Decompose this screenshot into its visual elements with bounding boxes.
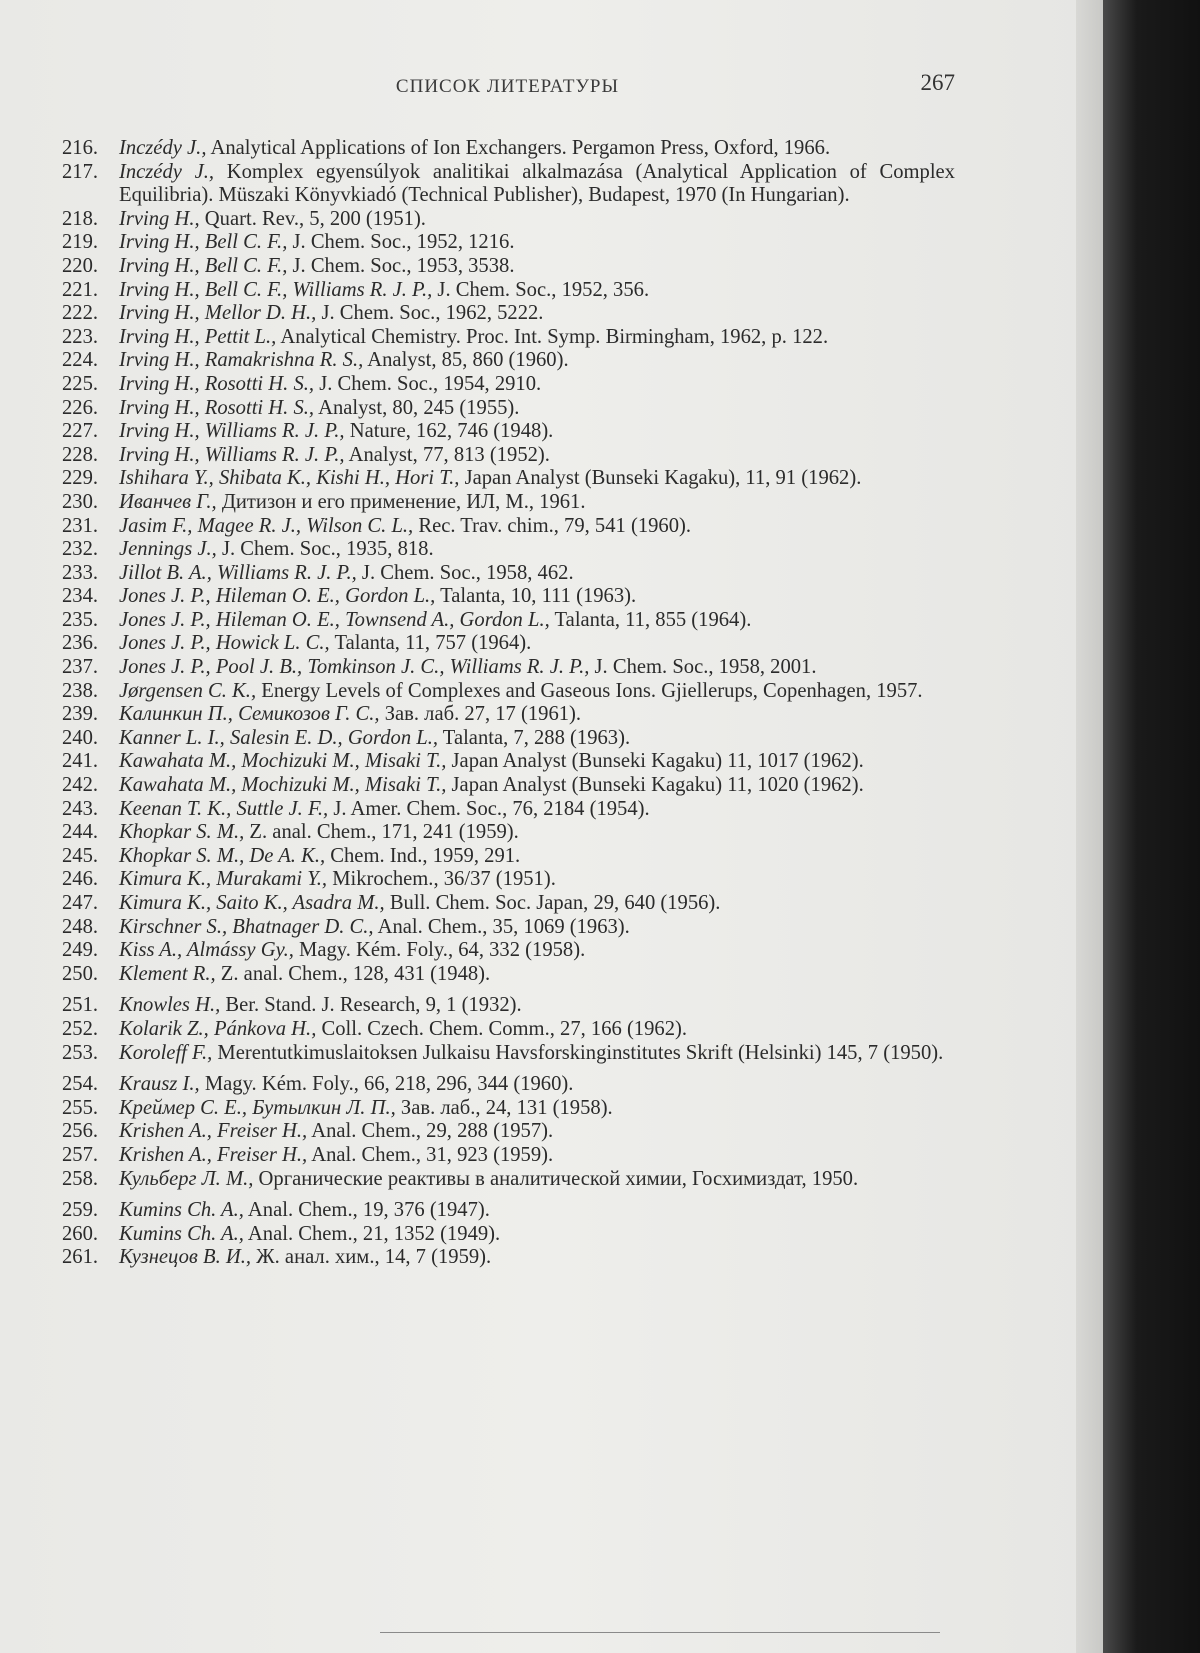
reference-item — [62, 137, 955, 161]
reference-citation: J. Chem. Soc., 1952, 356. — [432, 278, 650, 301]
reference-number: 259. — [62, 1199, 99, 1222]
reference-number: 251. — [62, 994, 99, 1017]
reference-authors: Irving H., Williams R. J. P., — [119, 420, 345, 443]
reference-number: 237. — [62, 656, 99, 679]
reference-item — [62, 1073, 955, 1097]
reference-item — [62, 916, 955, 940]
reference-item — [62, 963, 955, 987]
reference-authors: Keenan T. K., Suttle J. F., — [119, 797, 329, 820]
reference-item — [62, 798, 955, 822]
reference-citation: Anal. Chem., 29, 288 (1957). — [307, 1120, 554, 1143]
reference-citation: Anal. Chem., 35, 1069 (1963). — [373, 915, 630, 938]
reference-authors: Khopkar S. M., De A. K., — [119, 844, 326, 867]
reference-citation: Japan Analyst (Bunseki Kagaku), 11, 91 (1962). — [459, 467, 862, 490]
reference-authors: Irving H., — [119, 207, 200, 230]
reference-citation: Talanta, 7, 288 (1963). — [438, 726, 631, 749]
reference-number: 230. — [62, 490, 99, 513]
reference-number: 241. — [62, 750, 99, 773]
reference-authors: Inczédy J., — [119, 137, 207, 159]
reference-authors: Krishen A., Freiser H., — [119, 1120, 308, 1143]
reference-item — [62, 868, 955, 892]
page-header — [60, 70, 955, 100]
reference-item — [62, 845, 955, 869]
reference-authors: Krausz I., — [119, 1073, 200, 1096]
reference-authors: Irving H., Ramakrishna R. S., — [119, 349, 364, 372]
reference-number: 217. — [62, 160, 99, 183]
reference-citation: Magy. Kém. Foly., 66, 218, 296, 344 (1960). — [199, 1073, 574, 1096]
scan-artifact-line — [380, 1632, 940, 1633]
reference-citation: Rec. Trav. chim., 79, 541 (1960). — [413, 514, 692, 537]
reference-citation: Quart. Rev., 5, 200 (1951). — [199, 207, 426, 230]
reference-number: 248. — [62, 915, 99, 938]
reference-citation: Зав. лаб., 24, 131 (1958). — [395, 1096, 613, 1119]
reference-number: 260. — [62, 1222, 99, 1245]
reference-item — [62, 302, 955, 326]
reference-item — [62, 939, 955, 963]
reference-number: 220. — [62, 254, 99, 277]
reference-number: 235. — [62, 608, 99, 631]
reference-number: 247. — [62, 892, 99, 914]
reference-citation: J. Chem. Soc., 1952, 1216. — [287, 231, 515, 254]
reference-item — [62, 161, 955, 208]
reference-number: 233. — [62, 561, 99, 584]
reference-citation: Chem. Ind., 1959, 291. — [325, 844, 521, 867]
reference-item — [62, 1018, 955, 1042]
reference-item — [62, 1120, 955, 1144]
reference-authors: Irving H., Mellor D. H., — [119, 302, 317, 325]
reference-authors: Jillot B. A., Williams R. J. P., — [119, 561, 357, 584]
reference-item — [62, 1168, 955, 1192]
reference-number: 222. — [62, 302, 99, 325]
reference-citation: J. Chem. Soc., 1935, 818. — [216, 538, 434, 561]
reference-authors: Jones J. P., Pool J. B., Tomkinson J. C., Williams R. J. P., — [119, 656, 590, 679]
reference-number: 240. — [62, 726, 99, 749]
reference-authors: Креймер С. Е., Бутылкин Л. П., — [119, 1096, 396, 1119]
reference-authors: Кульберг Л. М., — [119, 1167, 254, 1190]
reference-citation: J. Chem. Soc., 1953, 3538. — [287, 254, 515, 277]
reference-citation: Analyst, 77, 813 (1952). — [344, 443, 550, 466]
reference-number: 226. — [62, 396, 99, 419]
reference-citation: Analyst, 80, 245 (1955). — [314, 396, 520, 419]
reference-citation: Anal. Chem., 31, 923 (1959). — [307, 1143, 554, 1166]
reference-citation: Analyst, 85, 860 (1960). — [363, 349, 569, 372]
reference-authors: Kanner L. I., Salesin E. D., Gordon L., — [119, 726, 439, 749]
reference-authors: Kawahata M., Mochizuki M., Misaki T., — [119, 750, 447, 773]
reference-number: 245. — [62, 844, 99, 867]
reference-item — [62, 1042, 955, 1066]
reference-item — [62, 397, 955, 421]
reference-citation: Mikrochem., 36/37 (1951). — [327, 868, 556, 891]
reference-item — [62, 821, 955, 845]
reference-citation: J. Chem. Soc., 1954, 2910. — [314, 372, 542, 395]
reference-citation: Japan Analyst (Bunseki Kagaku) 11, 1017 (1962). — [446, 750, 864, 773]
reference-authors: Jørgensen C. K., — [119, 679, 257, 702]
reference-citation: Merentutkimuslaitoksen Julkaisu Havsforskinginstitutes Skrift (Helsinki) 145, 7 (1950). — [212, 1041, 944, 1064]
reference-citation: J. Chem. Soc., 1958, 2001. — [589, 656, 817, 679]
reference-citation: Anal. Chem., 19, 376 (1947). — [243, 1199, 490, 1222]
reference-citation: Органические реактивы в аналитической химии, Госхимиздат, 1950. — [253, 1167, 859, 1190]
reference-number: 218. — [62, 207, 99, 230]
reference-authors: Jasim F., Magee R. J., Wilson C. L., — [119, 514, 414, 537]
reference-authors: Kumins Ch. A., — [119, 1222, 244, 1245]
reference-authors: Kimura K., Saito K., Asadra M., — [119, 892, 385, 914]
reference-item — [62, 515, 955, 539]
reference-number: 232. — [62, 538, 99, 561]
reference-item — [62, 994, 955, 1018]
reference-citation: Talanta, 11, 757 (1964). — [329, 632, 532, 655]
reference-number: 252. — [62, 1017, 99, 1040]
reference-item — [62, 467, 955, 491]
reference-authors: Иванчев Г., — [119, 490, 217, 513]
reference-citation: Talanta, 11, 855 (1964). — [549, 608, 752, 631]
reference-item — [62, 562, 955, 586]
reference-number: 249. — [62, 939, 99, 962]
reference-list — [62, 137, 955, 1270]
reference-authors: Jennings J., — [119, 538, 217, 561]
reference-authors: Jones J. P., Hileman O. E., Townsend A., Gordon L., — [119, 608, 550, 631]
page-number: 267 — [920, 70, 955, 95]
reference-citation: Analytical Chemistry. Proc. Int. Symp. Birmingham, 1962, p. 122. — [276, 325, 829, 348]
reference-number: 250. — [62, 962, 99, 985]
reference-number: 256. — [62, 1120, 99, 1143]
reference-item — [62, 1223, 955, 1247]
reference-number: 228. — [62, 443, 99, 466]
reference-authors: Kolarik Z., Pánkova H., — [119, 1017, 317, 1040]
reference-item — [62, 1246, 955, 1270]
reference-authors: Inczédy J., — [119, 160, 215, 183]
reference-authors: Irving H., Bell C. F., — [119, 231, 288, 254]
reference-citation: J. Chem. Soc., 1958, 462. — [356, 561, 574, 584]
reference-item — [62, 373, 955, 397]
reference-number: 242. — [62, 774, 99, 797]
reference-citation: Дитизон и его применение, ИЛ, М., 1961. — [216, 490, 586, 513]
reference-number: 253. — [62, 1041, 99, 1064]
reference-item — [62, 279, 955, 303]
reference-authors: Khopkar S. M., — [119, 821, 245, 844]
reference-item — [62, 656, 955, 680]
reference-authors: Irving H., Bell C. F., Williams R. J. P., — [119, 278, 433, 301]
reference-citation: Magy. Kém. Foly., 64, 332 (1958). — [293, 939, 586, 962]
reference-citation: Analytical Applications of Ion Exchangers. Pergamon Press, Oxford, 1966. — [206, 137, 831, 159]
reference-citation: Z. anal. Chem., 128, 431 (1948). — [215, 962, 491, 985]
reference-authors: Kiss A., Almássy Gy., — [119, 939, 294, 962]
reference-authors: Irving H., Rosotti H. S., — [119, 396, 315, 419]
reference-authors: Knowles H., — [119, 994, 221, 1017]
reference-item — [62, 231, 955, 255]
reference-number: 231. — [62, 514, 99, 537]
reference-number: 258. — [62, 1167, 99, 1190]
reference-citation: Japan Analyst (Bunseki Kagaku) 11, 1020 (1962). — [446, 774, 864, 797]
reference-citation: Anal. Chem., 21, 1352 (1949). — [243, 1222, 501, 1245]
scan-border — [1103, 0, 1200, 1653]
reference-item — [62, 680, 955, 704]
reference-number: 221. — [62, 278, 99, 301]
reference-item — [62, 892, 955, 916]
reference-authors: Jones J. P., Howick L. C., — [119, 632, 330, 655]
reference-citation: J. Chem. Soc., 1962, 5222. — [316, 302, 544, 325]
reference-number: 254. — [62, 1073, 99, 1096]
reference-authors: Koroleff F., — [119, 1041, 213, 1064]
reference-authors: Irving H., Pettit L., — [119, 325, 277, 348]
reference-authors: Kirschner S., Bhatnager D. C., — [119, 915, 374, 938]
reference-item — [62, 703, 955, 727]
reference-authors: Krishen A., Freiser H., — [119, 1143, 308, 1166]
reference-number: 257. — [62, 1143, 99, 1166]
reference-number: 239. — [62, 703, 99, 726]
reference-authors: Irving H., Bell C. F., — [119, 254, 288, 277]
reference-item — [62, 538, 955, 562]
reference-item — [62, 585, 955, 609]
reference-citation: Komplex egyensúlyok analitikai alkalmazása (Analytical Application of Complex Equilibria). Müszaki Könyvkiadó (Technical Publisher), Budapest, 1970 (In Hungarian). — [119, 160, 955, 207]
reference-item — [62, 444, 955, 468]
reference-number: 243. — [62, 797, 99, 820]
reference-number: 246. — [62, 868, 99, 891]
reference-item — [62, 349, 955, 373]
reference-authors: Kumins Ch. A., — [119, 1199, 244, 1222]
reference-citation: Bull. Chem. Soc. Japan, 29, 640 (1956). — [384, 892, 721, 914]
page-edge-shadow — [1076, 0, 1103, 1653]
reference-item — [62, 208, 955, 232]
reference-citation: Nature, 162, 746 (1948). — [344, 420, 554, 443]
reference-item — [62, 750, 955, 774]
reference-authors: Jones J. P., Hileman O. E., Gordon L., — [119, 585, 436, 608]
reference-citation: Z. anal. Chem., 171, 241 (1959). — [244, 821, 519, 844]
running-title: СПИСОК ЛИТЕРАТУРЫ — [395, 76, 620, 97]
reference-item — [62, 774, 955, 798]
reference-citation: Ж. анал. хим., 14, 7 (1959). — [251, 1246, 492, 1269]
reference-item — [62, 420, 955, 444]
reference-item — [62, 727, 955, 751]
reference-citation: Зав. лаб. 27, 17 (1961). — [379, 703, 582, 726]
reference-item — [62, 1144, 955, 1168]
reference-number: 255. — [62, 1096, 99, 1119]
reference-authors: Кузнецов В. И., — [119, 1246, 252, 1269]
reference-authors: Irving H., Williams R. J. P., — [119, 443, 345, 466]
reference-authors: Калинкин П., Семикозов Г. С., — [119, 703, 380, 726]
reference-number: 227. — [62, 420, 99, 443]
reference-number: 238. — [62, 679, 99, 702]
reference-authors: Ishihara Y., Shibata K., Kishi H., Hori T., — [119, 467, 460, 490]
reference-number: 223. — [62, 325, 99, 348]
reference-number: 261. — [62, 1246, 99, 1269]
reference-citation: Talanta, 10, 111 (1963). — [435, 585, 637, 608]
reference-citation: Energy Levels of Complexes and Gaseous Ions. Gjiellerups, Copenhagen, 1957. — [256, 679, 923, 702]
reference-item — [62, 1199, 955, 1223]
reference-number: 234. — [62, 585, 99, 608]
reference-item — [62, 1097, 955, 1121]
reference-number: 229. — [62, 467, 99, 490]
reference-citation: Ber. Stand. J. Research, 9, 1 (1932). — [220, 994, 522, 1017]
reference-item — [62, 255, 955, 279]
reference-number: 219. — [62, 231, 99, 254]
reference-authors: Kimura K., Murakami Y., — [119, 868, 328, 891]
reference-item — [62, 632, 955, 656]
reference-authors: Kawahata M., Mochizuki M., Misaki T., — [119, 774, 447, 797]
reference-number: 216. — [62, 137, 99, 159]
reference-number: 225. — [62, 372, 99, 395]
reference-citation: J. Amer. Chem. Soc., 76, 2184 (1954). — [328, 797, 650, 820]
reference-number: 236. — [62, 632, 99, 655]
reference-citation: Coll. Czech. Chem. Comm., 27, 166 (1962). — [316, 1017, 688, 1040]
reference-number: 244. — [62, 821, 99, 844]
reference-item — [62, 491, 955, 515]
reference-item — [62, 609, 955, 633]
reference-authors: Irving H., Rosotti H. S., — [119, 372, 315, 395]
reference-authors: Klement R., — [119, 962, 216, 985]
reference-item — [62, 326, 955, 350]
reference-number: 224. — [62, 349, 99, 372]
